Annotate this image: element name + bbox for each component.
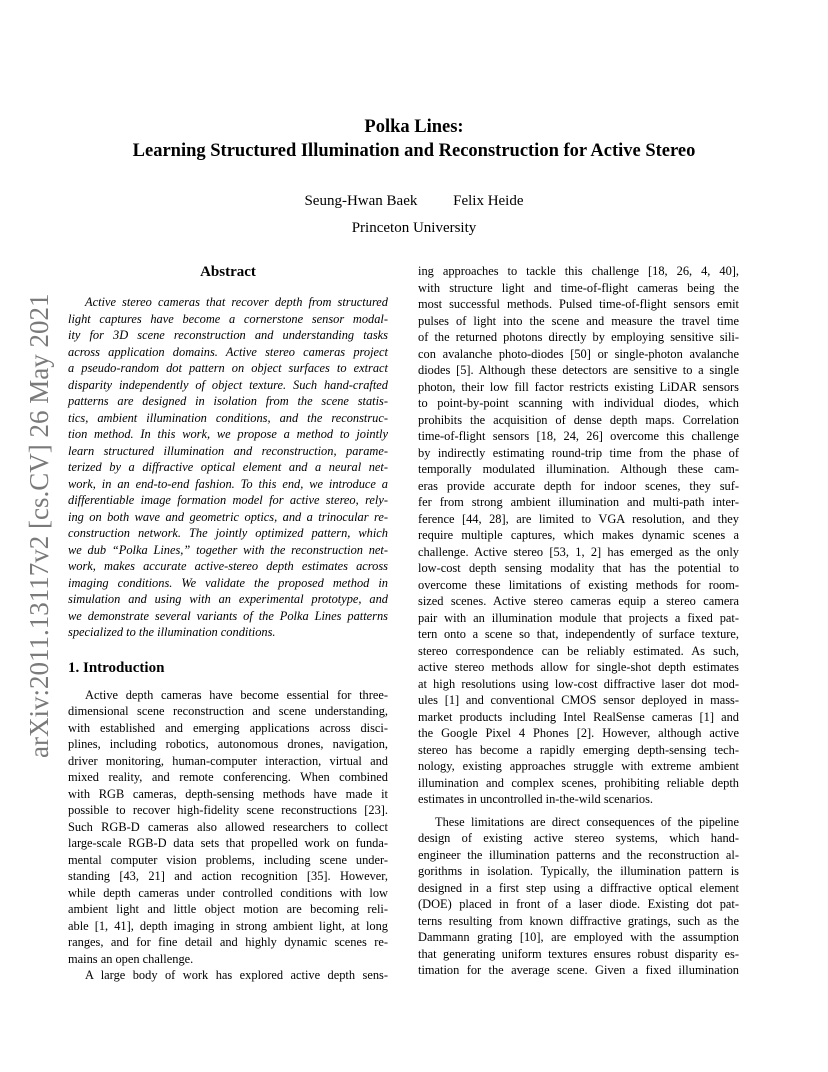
body-line: timation for the average scene. Given a fixed illumination [418, 963, 739, 977]
body-line: illumination and complex scenes, prohibiting reliable depth [418, 775, 739, 790]
abstract-line: work, in an end-to-end fashion. To this end, we introduce a [68, 476, 388, 491]
body-line: gorithms in isolation. Typically, the illumination pattern is [418, 864, 739, 878]
abstract-line: across application domains. Active stereo cameras project [68, 344, 388, 359]
abstract-line: we demonstrate several variants of the Polka Lines patterns [68, 608, 388, 623]
intro-line: possible to recover high-fidelity scene reconstructions [23]. [68, 803, 388, 817]
introduction-heading: 1. Introduction [68, 659, 165, 676]
body-line: nology, existing approaches struggle with extreme ambient [418, 759, 739, 773]
abstract-line: ing on both wave and geometric optics, and a trinocular re- [68, 509, 388, 524]
body-line: ference [44, 28], are limited to VGA resolution, and they [418, 511, 739, 526]
abstract-line: disparity independently of object texture. Such hand-crafted [68, 377, 388, 392]
abstract-line: specialized to the illumination conditions. [68, 625, 276, 639]
abstract-line: imaging conditions. We validate the proposed method in [68, 575, 388, 590]
intro-line: dimensional scene reconstruction and scene understanding, [68, 704, 388, 718]
intro-line: plines, including robotics, autonomous drones, navigation, [68, 737, 388, 751]
body-line: prohibits the acquisition of dense depth maps. Correlation [418, 412, 739, 427]
body-line: ules [1] and conventional CMOS sensor deployed in mass- [418, 693, 739, 707]
body-line: con avalanche photo-diodes [50] or single-photon avalanche [418, 346, 739, 361]
body-line: stereo has become a rapidly emerging depth-sensing tech- [418, 742, 739, 757]
intro-line: mains an open challenge. [68, 951, 194, 966]
abstract-line: terized by a diffractive optical element and a neural net- [68, 460, 388, 474]
body-line: pulses of light into the scene and measure the travel time [418, 313, 739, 328]
abstract-line: construction network. The jointly optimized pattern, which [68, 526, 388, 540]
body-line: overcome these limitations of existing methods for room- [418, 577, 739, 592]
abstract-line: tion method. In this work, we propose a method to jointly [68, 427, 388, 441]
intro-line: Such RGB-D cameras also allowed researchers to collect [68, 819, 388, 834]
body-line: fer from strong ambient illumination and multi-path inter- [418, 495, 739, 509]
paper-title-line-2: Learning Structured Illumination and Reconstruction for Active Stereo [132, 141, 696, 161]
body-line: (DOE) placed in front of a laser diode. Existing dot pat- [418, 897, 739, 911]
abstract-body [68, 294, 388, 641]
body-line: terns resulting from known diffractive gratings, such as the [418, 913, 739, 928]
author-list [0, 191, 828, 211]
arxiv-identifier[interactable]: arXiv:2011.13117v2 [cs.CV] 26 May 2021 [24, 293, 54, 758]
intro-line: mental computer vision problems, including scene under- [68, 852, 388, 867]
intro-line: able [1, 41], depth imaging in strong ambient light, at long [68, 918, 388, 933]
intro-line: with RGB cameras, depth-sensing methods have made it [68, 786, 388, 801]
body-line: at high resolutions using low-cost diffractive laser dot mod- [418, 676, 739, 691]
intro-line: while depth cameras under controlled conditions with low [68, 885, 388, 900]
intro-line: with established and emerging applications across disci- [68, 720, 388, 735]
affiliation: Princeton University [351, 220, 477, 236]
body-line: most successful methods. Pulsed time-of-flight sensors emit [418, 297, 739, 311]
body-line: that generating uniform textures ensures robust disparity es- [418, 946, 739, 961]
intro-line: ambient light and little object motion are becoming reli- [68, 902, 388, 916]
body-line: ing approaches to tackle this challenge [18, 26, 4, 40], [418, 264, 739, 278]
abstract-line: patterns are designed in isolation from the scene statis- [68, 394, 388, 408]
body-line: active stereo methods allow for single-shot depth estimates [418, 660, 739, 674]
abstract-line: Active stereo cameras that recover depth from structured [85, 295, 388, 309]
paper-title-line-1: Polka Lines: [364, 117, 464, 137]
body-line: diodes [5]. Although these detectors are sensitive to a single [418, 363, 739, 377]
abstract-line: we dub “Polka Lines,” together with the reconstruction net- [68, 542, 388, 557]
author-name: Seung-Hwan Baek [304, 193, 418, 209]
intro-line: large-scale RGB-D data sets that propelled work on funda- [68, 836, 388, 850]
body-line: pair with an illumination module that projects a fixed pat- [418, 610, 739, 625]
body-line: challenge. Active stereo [53, 1, 2] has emerged as the only [418, 544, 739, 559]
body-line: low-cost depth sensing modality that has the potential to [418, 561, 739, 575]
abstract-line: simulation and using with an experimental prototype, and [68, 592, 388, 606]
abstract-line: work, makes accurate active-stereo depth estimates across [68, 559, 388, 573]
abstract-line: learn structured illumination and reconstruction, parame- [68, 443, 388, 458]
body-line: time-of-flight sensors [18, 24, 26] overcome this challenge [418, 429, 739, 443]
body-line: to point-by-point scanning with individual diodes, which [418, 396, 739, 410]
intro-line: A large body of work has explored active depth sens- [85, 968, 388, 982]
abstract-line: tics, ambient illumination conditions, and the reconstruc- [68, 410, 388, 425]
right-column [418, 263, 739, 979]
body-line: require multiple captures, which makes dynamic scenes a [418, 528, 739, 542]
body-line: estimates in uncontrolled in-the-wild scenarios. [418, 792, 654, 806]
intro-line: mixed reality, and remote conferencing. When combined [68, 770, 388, 784]
introduction-body [68, 687, 388, 984]
body-line: sized scenes. Active stereo cameras equip a stereo camera [418, 594, 739, 608]
body-line: with structure light and time-of-flight cameras being the [418, 280, 739, 295]
abstract-heading: Abstract [200, 264, 256, 280]
body-line: of the returned photons directly by employing sensitive sili- [418, 330, 739, 344]
body-line: These limitations are direct consequences of the pipeline [435, 814, 739, 829]
abstract-line: ity for 3D scene reconstruction and understanding tasks [68, 328, 388, 342]
body-line: design of existing active stereo systems, which hand- [418, 831, 739, 845]
body-line: photon, their low fill factor restricts existing LiDAR sensors [418, 379, 739, 394]
abstract-line: differentiable image formation model for active stereo, rely- [68, 493, 388, 507]
body-line: eras provide accurate depth for indoor scenes, they suf- [418, 478, 739, 493]
body-line: the Google Pixel 4 Phones [2]. However, although active [418, 726, 739, 740]
intro-line: standing [43, 21] and action recognition [35]. However, [68, 869, 388, 883]
body-line: engineer the illumination patterns and the reconstruction al- [418, 847, 739, 862]
intro-line: Active depth cameras have become essential for three- [85, 687, 388, 702]
intro-line: ranges, and for fine detail and highly dynamic scenes re- [68, 935, 388, 949]
intro-line: driver monitoring, human-computer interaction, virtual and [68, 753, 388, 768]
author-name: Felix Heide [453, 193, 524, 209]
body-line: stereo correspondence can be reliably estimated. As such, [418, 643, 739, 658]
body-line: designed in a first step using a diffractive optical element [418, 880, 739, 895]
abstract-line: light captures have become a cornerstone sensor modal- [68, 311, 388, 326]
body-line: market products including Intel RealSense cameras [1] and [418, 709, 739, 724]
abstract-line: a pseudo-random dot pattern on object surfaces to extract [68, 361, 388, 375]
body-line: tern onto a scene so that, independently of surface texture, [418, 627, 739, 641]
left-column [68, 262, 388, 984]
body-line: by indirectly estimating round-trip time from the phase of [418, 445, 739, 460]
body-line: Dammann grating [10], are employed with the assumption [418, 930, 739, 944]
body-line: temporally modulated illumination. Although these cam- [418, 462, 739, 476]
